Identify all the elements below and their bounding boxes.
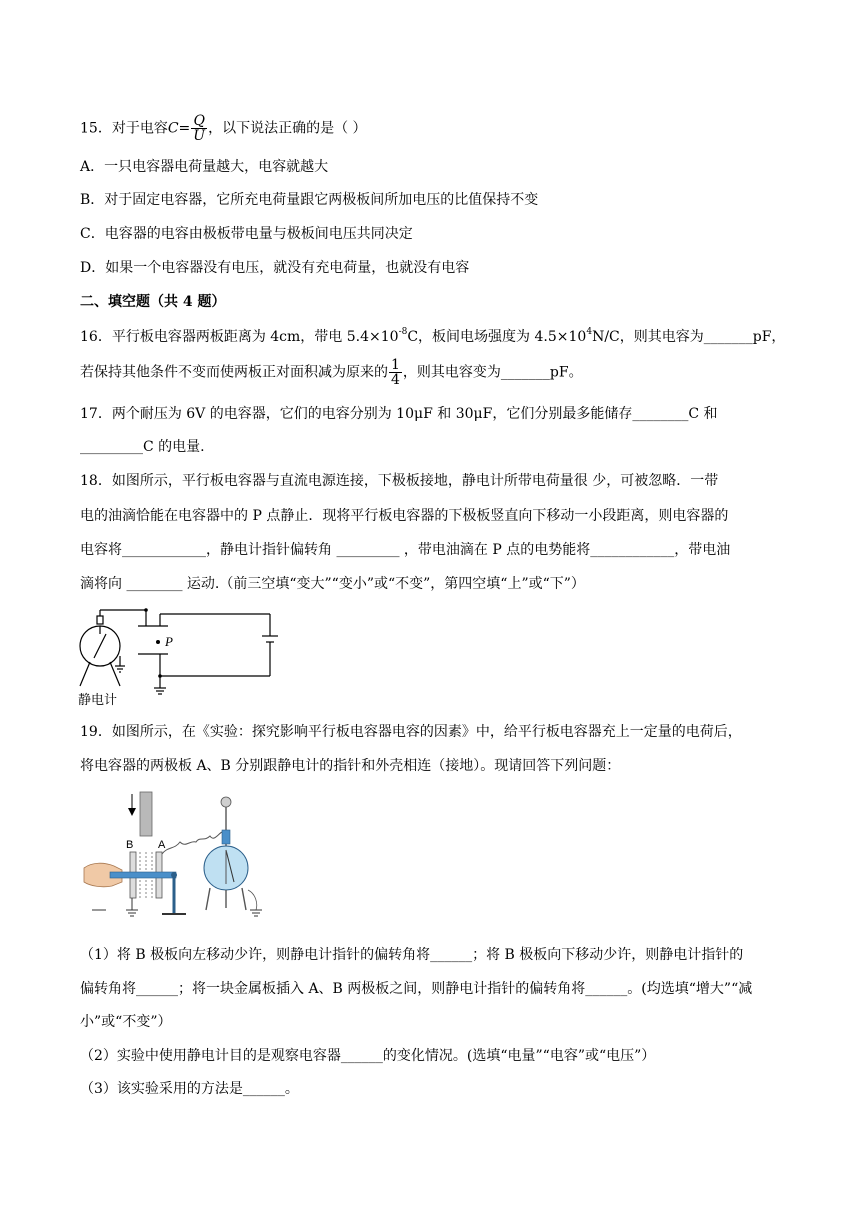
q18-line4: 滴将向 ________ 运动.（前三空填“变大”“变小”或“不变”，第四空填“上”或“下”） xyxy=(80,576,585,592)
q15-equals: = xyxy=(178,120,191,137)
q18-circuit-figure xyxy=(74,604,300,708)
q15-option-c: C．电容器的电容由极板带电量与极板间电压共同决定 xyxy=(80,226,413,242)
electrometer-label: 静电计 xyxy=(78,693,118,708)
q15-fraction-denominator: U xyxy=(193,128,206,144)
section-title: 二、填空题（共 4 题） xyxy=(80,294,226,310)
moving-plate-top xyxy=(140,792,152,836)
q16-text-a: 16．平行板电容器两板距离为 4cm，带电 5.4×10 xyxy=(80,329,399,345)
oil-drop-dot xyxy=(156,640,160,644)
q16-fraction-numerator: 1 xyxy=(391,357,400,373)
q16-text-b: C，板间电场强度为 4.5×10 xyxy=(407,329,587,345)
q19-part1-line3: 小”或“不变”） xyxy=(80,1014,172,1030)
q19-part3: （3）该实验采用的方法是______。 xyxy=(80,1081,299,1097)
q16-line1 xyxy=(80,327,785,347)
q16-exp-2: 4 xyxy=(586,327,593,337)
q18-line1: 18．如图所示，平行板电容器与直流电源连接，下极板接地，静电计所带电荷量很 少，可被忽略．一带 xyxy=(80,473,719,489)
q15-option-a: A．一只电容器电荷量越大，电容就越大 xyxy=(80,159,329,175)
q15-option-b: B．对于固定电容器，它所充电荷量跟它两极板间所加电压的比值保持不变 xyxy=(80,192,539,208)
q19-line2: 将电容器的两极板 A、B 分别跟静电计的指针和外壳相连（接地）。现请回答下列问题： xyxy=(80,758,621,774)
q15-stem-pre: 15．对于电容 xyxy=(80,120,168,137)
electrometer-needle xyxy=(94,634,106,658)
q18-line3: 电容将____________，静电计指针偏转角 _________ ，带电油滴在 P 点的电势能将____________，带电油 xyxy=(80,542,731,558)
q15-stem xyxy=(80,114,367,143)
q15-fraction-numerator: Q xyxy=(191,114,207,129)
plate-b-label: B xyxy=(126,839,134,851)
q17-line2: _________C 的电量. xyxy=(80,439,205,455)
q19-line1: 19．如图所示，在《实验：探究影响平行板电容器电容的因素》中，给平行板电容器充上一定量的电荷后， xyxy=(80,724,742,740)
q18-line2: 电的油滴恰能在电容器中的 P 点静止．现将平行板电容器的下极板竖直向下移动一小段距离，则电容器的 xyxy=(80,508,729,524)
q15-stem-post: ，以下说法正确的是（ ） xyxy=(208,120,367,137)
point-p-label: P xyxy=(165,634,173,649)
q16-exp-1: -8 xyxy=(398,327,408,337)
down-arrow-icon xyxy=(128,808,136,816)
q15-fraction xyxy=(191,114,207,143)
q17-line1: 17．两个耐压为 6V 的电容器，它们的电容分别为 10μF 和 30μF，它们分别最多能储存________C 和 xyxy=(80,406,718,422)
q19-experiment-figure xyxy=(82,790,268,924)
q19-part1-line1: （1）将 B 极板向左移动少许，则静电计指针的偏转角将______；将 B 极板向下移动少许，则静电计指针的 xyxy=(80,947,744,963)
q16-fraction xyxy=(389,358,402,387)
q16-fraction-denominator: 4 xyxy=(391,372,400,388)
q19-part2: （2）实验中使用静电计目的是观察电容器______的变化情况。(选填“电量”“电容”或“电压”） xyxy=(80,1048,656,1064)
insulating-rod xyxy=(110,872,176,878)
q19-part1-line2: 偏转角将______；将一块金属板插入 A、B 两极板之间，则静电计指针的偏转角将______。(均选填“增大”“减 xyxy=(80,981,753,997)
q15-option-d: D．如果一个电容器没有电压，就没有充电荷量，也就没有电容 xyxy=(80,260,470,276)
q15-c-symbol: C xyxy=(167,120,179,137)
q16-text-d: 若保持其他条件不变而使两板正对面积减为原来的 xyxy=(80,364,388,381)
q16-text-c: N/C，则其电容为_______pF， xyxy=(592,329,786,345)
q16-text-e: ，则其电容变为_______pF。 xyxy=(402,364,583,381)
plate-a-label: A xyxy=(158,839,166,851)
q16-line2 xyxy=(80,358,583,387)
